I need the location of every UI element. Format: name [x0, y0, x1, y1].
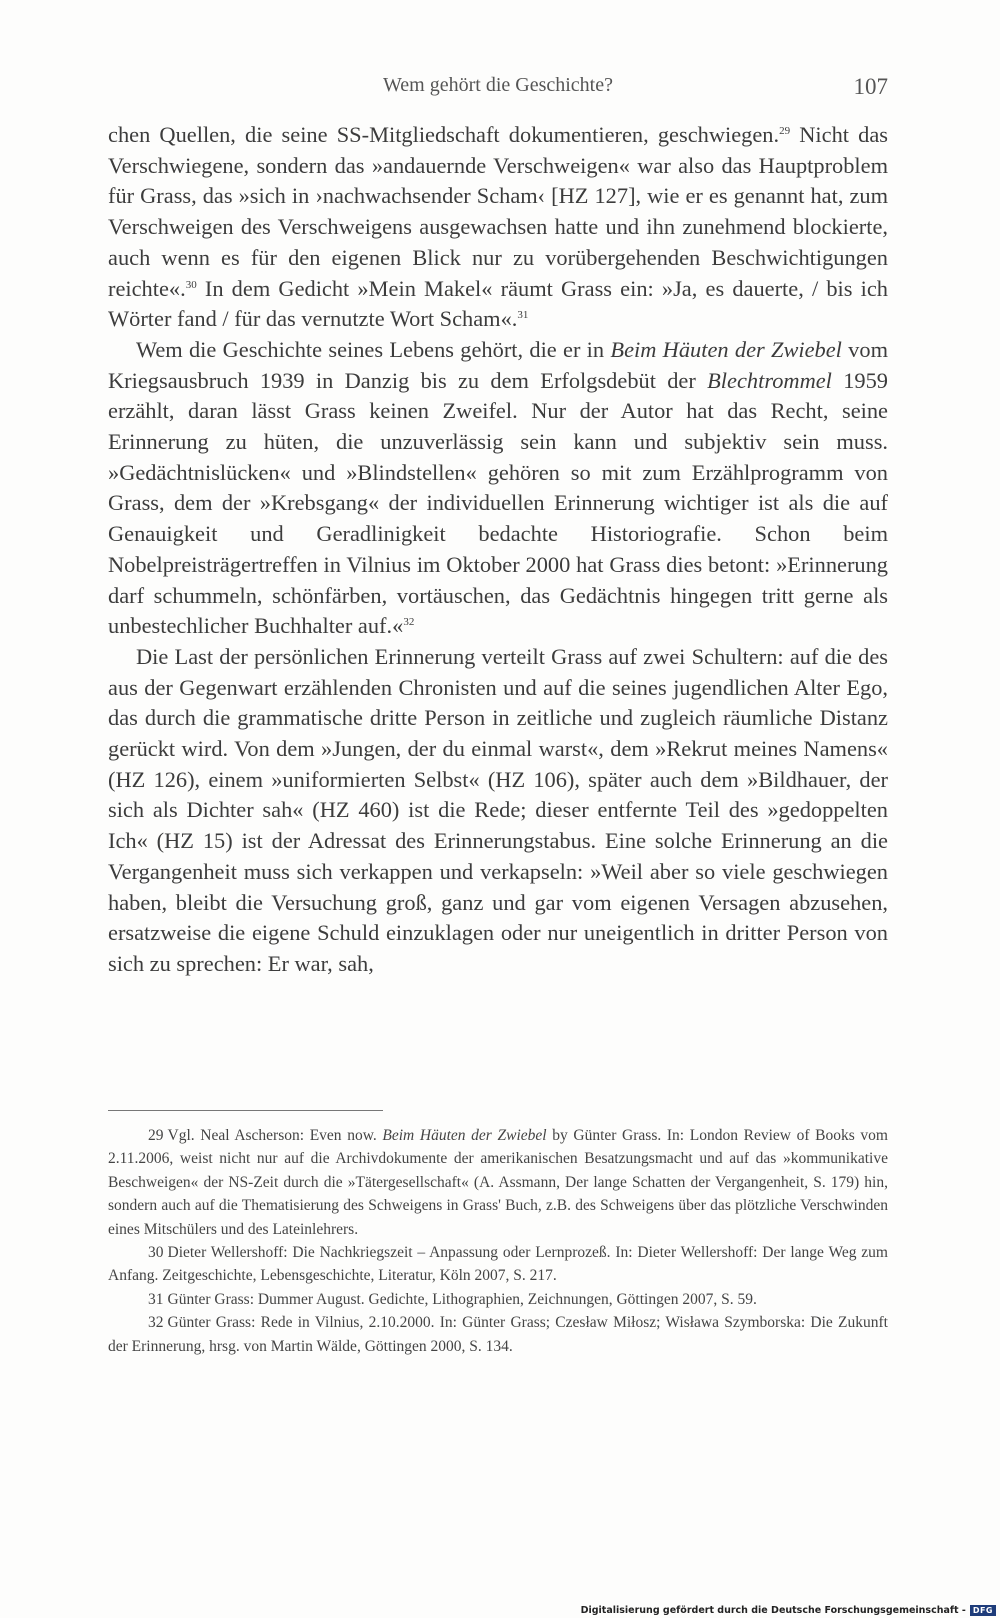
italic-title: Beim Häuten der Zwiebel — [610, 336, 842, 362]
footnote-number: 30 — [148, 1244, 164, 1262]
footnote-31 — [108, 1288, 888, 1311]
footnote-divider — [108, 1110, 383, 1111]
text-run: Die Last der persönlichen Erinnerung verteilt Grass auf zwei Schultern: auf die des aus der Gegenwart erzählenden Chronisten und auf die seines jugendlichen Alter Ego, das durch die grammatische dritte Person in zeitliche und zugleich räumliche Distanz gerückt wird. Von dem »Jungen, der du einmal warst«, dem »Rekrut meines Namens« (HZ 126), einem »uniformierten Selbst« (HZ 106), später auch dem »Bildhauer, der sich als Dichter sah« (HZ 460) ist die Rede; dieser entfernte Teil des »gedoppelten Ich« (HZ 15) ist der Adressat des Erinnerungstabus. Eine solche Erinnerung an die Vergangenheit muss sich verkappen und verkapseln: »Weil aber so viele geschwiegen haben, bleibt die Versuchung groß, ganz und gar vom eigenen Versagen abzusehen, ersatzweise die eigene Schuld einzuklagen oder nur uneigentlich in dritter Person von sich zu sprechen: Er war, sah, — [108, 643, 888, 976]
footnote-number: 32 — [148, 1314, 164, 1332]
footnote-text — [108, 1244, 888, 1284]
text-run: vom Kriegsausbruch 1939 in Danzig bis zu dem Erfolgsdebüt der — [108, 336, 888, 393]
footnote-number: 31 — [148, 1290, 164, 1308]
paragraph-2 — [108, 335, 888, 642]
footnote-ref: 30 — [185, 278, 197, 291]
footnote-ref: 32 — [403, 616, 415, 629]
dfg-logo-icon: DFG — [970, 1605, 996, 1616]
text-run: Vgl. Neal Ascherson: Even now. — [167, 1127, 383, 1144]
paragraph-1 — [108, 120, 888, 335]
italic-title: Blechtrommel — [707, 367, 832, 393]
footnote-text — [168, 1291, 757, 1308]
footnote-ref: 31 — [517, 309, 529, 322]
text-run: Günter Grass: Rede in Vilnius, 2.10.2000. In: Günter Grass; Czesław Miłosz; Wisława Szymborska: Die Zukunft der Erinnerung, hrsg. von Martin Wälde, Göttingen 2000, S. 134. — [108, 1314, 888, 1355]
text-run: 1959 erzählt, daran lässt Grass keinen Zweifel. Nur der Autor hat das Recht, seine Erinnerung zu hüten, die unzuverlässig sein kann und subjektiv sein muss. »Gedächtnislücken« und »Blindstellen« gehören so mit zum Erzählprogramm von Grass, dem der »Krebsgang« der individuellen Erinnerung wichtiger ist als die auf Genauigkeit und Geradlinigkeit bedachte Historiografie. Schon beim Nobelpreisträgertreffen in Vilnius im Oktober 2000 hat Grass dies betont: »Erinnerung darf schummeln, schönfärben, vortäuschen, das Gedächtnis hingegen tritt gerne als unbestechlicher Buchhalter auf.« — [108, 367, 888, 639]
text-run: Wem die Geschichte seines Lebens gehört, die er in — [136, 336, 611, 362]
footnote-number: 29 — [148, 1127, 164, 1144]
footnote-text — [108, 1127, 888, 1238]
footnote-32 — [108, 1311, 888, 1358]
text-run: In dem Gedicht »Mein Makel« räumt Grass ein: »Ja, es dauerte, / bis ich Wörter fand / für das vernutzte Wort Scham«. — [108, 275, 888, 332]
text-run: Dieter Wellershoff: Die Nachkriegszeit – Anpassung oder Lernprozeß. In: Dieter Wellershoff: Der lange Weg zum Anfang. Zeitgeschichte, Lebensgeschichte, Literatur, Köln 2007, S. 217. — [108, 1244, 888, 1285]
italic-title: Beim Häuten der Zwiebel — [382, 1127, 547, 1144]
footnote-30 — [108, 1241, 888, 1288]
page-number: 107 — [853, 74, 888, 99]
dfg-banner-text: Digitalisierung gefördert durch die Deutsche Forschungsgemeinschaft - — [580, 1605, 966, 1616]
text-run: chen Quellen, die seine SS-Mitgliedschaft dokumentieren, geschwiegen. — [108, 122, 780, 147]
running-head-title: Wem gehört die Geschichte? — [383, 74, 613, 96]
paragraph-3 — [108, 642, 888, 980]
footnotes — [108, 1124, 888, 1358]
text-run: Günter Grass: Dummer August. Gedichte, Lithographien, Zeichnungen, Göttingen 2007, S. 59. — [167, 1290, 757, 1308]
running-head — [108, 74, 888, 108]
text-run: Nicht das Verschwiegene, sondern das »andauernde Verschweigen« war also das Hauptproblem für Grass, das »sich in ›nachwachsender Scham‹ [HZ 127], wie er es genannt hat, zum Verschweigen des Verschweigens ausgewachsen hatte und ihn zunehmend blockierte, auch wenn es für den eigenen Blick nur zu vorübergehenden Beschwichtigungen reichte«. — [108, 122, 888, 301]
dfg-funding-banner — [581, 1605, 996, 1616]
text-run: by Günter Grass. In: London Review of Books vom 2.11.2006, weist nicht nur auf die Archivdokumente der amerikanischen Besatzungsmacht und auf das »kommunikative Beschweigen« der NS-Zeit durch die »Tätergesellschaft« (A. Assmann, Der lange Schatten der Vergangenheit, S. 179) hin, sondern auch auf die Thematisierung des Schweigens in Grass' Buch, z.B. des Schweigens über das plötzliche Verschwinden eines Mitschülers und des Lateinlehrers. — [108, 1127, 888, 1238]
body-text — [108, 120, 888, 980]
footnote-text — [108, 1314, 888, 1354]
footnote-ref: 29 — [779, 125, 791, 137]
footnote-29 — [108, 1124, 888, 1241]
